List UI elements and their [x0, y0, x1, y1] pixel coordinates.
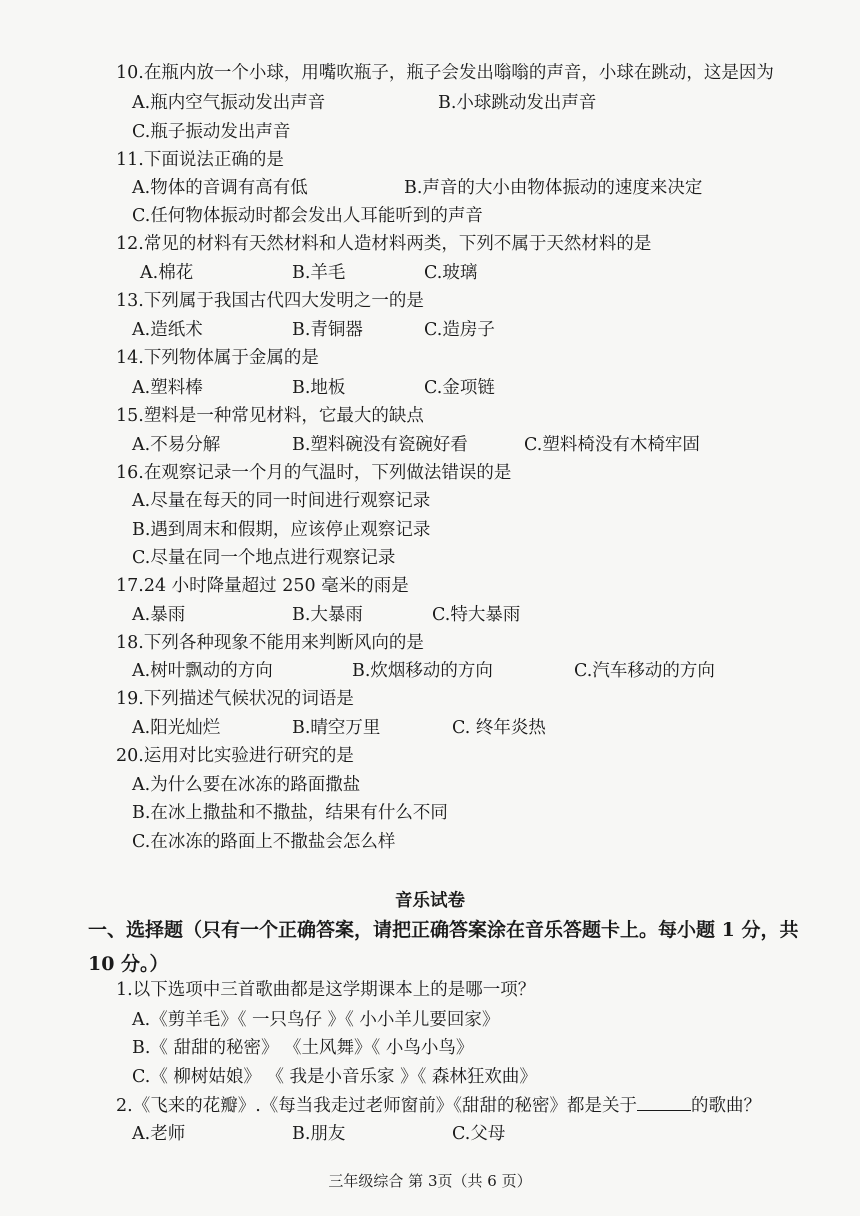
question-20-option-c: C.在冰冻的路面上不撒盐会怎么样 [132, 832, 396, 852]
question-13-option-a: A.造纸术 [132, 320, 203, 340]
question-14-option-a: A.塑料棒 [132, 378, 203, 398]
question-10-option-c: C.瓶子振动发出声音 [132, 122, 291, 142]
music-question-1-stem: 1.以下选项中三首歌曲都是这学期课本上的是哪一项？ [116, 980, 536, 1000]
question-20-option-b: B.在冰上撒盐和不撒盐，结果有什么不同 [132, 803, 448, 823]
question-11-option-a: A.物体的音调有高有低 [132, 178, 308, 198]
question-17-option-c: C.特大暴雨 [432, 605, 521, 625]
question-11-option-b: B.声音的大小由物体振动的速度来决定 [404, 178, 703, 198]
question-15-option-a: A.不易分解 [132, 435, 221, 455]
question-10-stem: 10.在瓶内放一个小球，用嘴吹瓶子，瓶子会发出嗡嗡的声音，小球在跳动，这是因为 [116, 63, 774, 83]
music-question-2-option-a: A.老师 [132, 1124, 186, 1144]
music-question-2-option-b: B.朋友 [292, 1124, 346, 1144]
question-16-stem: 16.在观察记录一个月的气温时，下列做法错误的是 [116, 463, 512, 483]
question-15-option-c: C.塑料椅没有木椅牢固 [524, 435, 700, 455]
question-10-option-b: B.小球跳动发出声音 [438, 93, 597, 113]
music-question-2-stem-before: 2.《飞来的花瓣》.《每当我走过老师窗前》《甜甜的秘密》都是关于 [116, 1096, 638, 1116]
question-17-stem: 17.24 小时降量超过 250 毫米的雨是 [116, 576, 409, 596]
music-question-1-option-a: A.《剪羊毛》《 一只鸟仔 》《 小小羊儿要回家》 [132, 1010, 500, 1030]
question-20-stem: 20.运用对比实验进行研究的是 [116, 746, 354, 766]
question-19-option-b: B.晴空万里 [292, 718, 381, 738]
question-18-option-b: B.炊烟移动的方向 [352, 661, 493, 681]
question-13-stem: 13.下列属于我国古代四大发明之一的是 [116, 291, 424, 311]
question-19-stem: 19.下列描述气候状况的词语是 [116, 689, 354, 709]
question-12-option-a: A.棉花 [140, 263, 194, 283]
question-12-option-c: C.玻璃 [424, 263, 478, 283]
question-12-stem: 12.常见的材料有天然材料和人造材料两类，下列不属于天然材料的是 [116, 234, 652, 254]
question-19-option-a: A.阳光灿烂 [132, 718, 221, 738]
question-11-option-c: C.任何物体振动时都会发出人耳能听到的声音 [132, 206, 483, 226]
question-18-option-c: C.汽车移动的方向 [574, 661, 715, 681]
question-13-option-b: B.青铜器 [292, 320, 363, 340]
question-12-option-b: B.羊毛 [292, 263, 346, 283]
answer-blank [637, 1094, 691, 1111]
question-19-option-c: C. 终年炎热 [452, 718, 546, 738]
question-20-option-a: A.为什么要在冰冻的路面撒盐 [132, 775, 361, 795]
page-footer: 三年级综合 第 3页（共 6 页） [328, 1172, 532, 1190]
music-question-2-stem [116, 1094, 761, 1117]
question-17-option-b: B.大暴雨 [292, 605, 363, 625]
question-18-stem: 18.下列各种现象不能用来判断风向的是 [116, 633, 424, 653]
question-10-option-a: A.瓶内空气振动发出声音 [132, 93, 326, 113]
music-question-2-stem-after: 的歌曲？ [691, 1096, 762, 1116]
question-14-option-c: C.金项链 [424, 378, 495, 398]
music-question-1-option-c: C.《 柳树姑娘》 《 我是小音乐家 》《 森林狂欢曲》 [132, 1067, 537, 1087]
question-16-option-a: A.尽量在每天的同一时间进行观察记录 [132, 491, 431, 511]
music-question-2-option-c: C.父母 [452, 1124, 506, 1144]
question-15-stem: 15.塑料是一种常见材料，它最大的缺点 [116, 406, 424, 426]
question-16-option-b: B.遇到周末和假期，应该停止观察记录 [132, 520, 431, 540]
music-instruction: 一、选择题（只有一个正确答案，请把正确答案涂在音乐答题卡上。每小题 1 分，共 10 分。） [88, 919, 799, 975]
question-16-option-c: C.尽量在同一个地点进行观察记录 [132, 548, 396, 568]
question-14-stem: 14.下列物体属于金属的是 [116, 348, 319, 368]
question-14-option-b: B.地板 [292, 378, 346, 398]
question-17-option-a: A.暴雨 [132, 605, 186, 625]
music-section-title: 音乐试卷 [395, 891, 465, 911]
question-15-option-b: B.塑料碗没有瓷碗好看 [292, 435, 468, 455]
question-13-option-c: C.造房子 [424, 320, 495, 340]
question-11-stem: 11.下面说法正确的是 [116, 150, 284, 170]
question-18-option-a: A.树叶飘动的方向 [132, 661, 273, 681]
music-question-1-option-b: B.《 甜甜的秘密》 《土风舞》《 小鸟小鸟》 [132, 1038, 474, 1058]
